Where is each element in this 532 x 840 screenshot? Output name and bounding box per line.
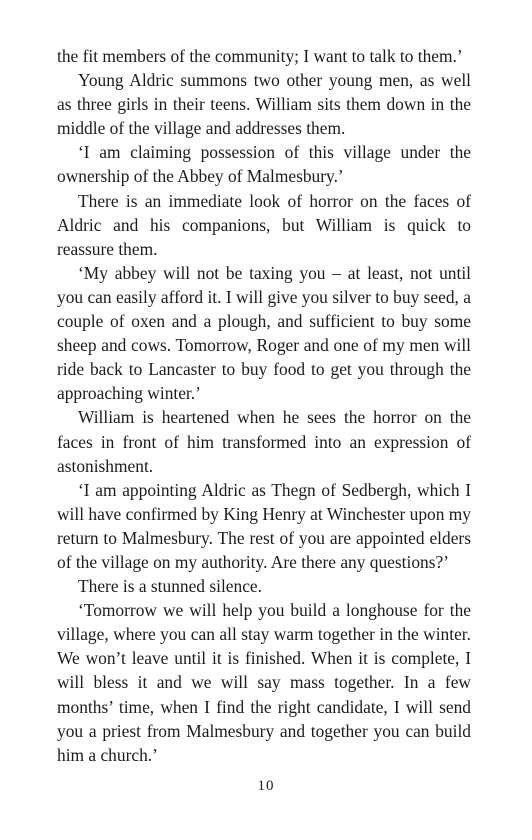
paragraph-continued: the fit members of the community; I want to talk to them.’	[57, 46, 463, 66]
body-text	[57, 44, 471, 767]
paragraph: Young Aldric summons two other young men, as well as three girls in their teens. William sits them down in the middle of the village and addresses them.	[57, 70, 471, 139]
paragraph: William is heartened when he sees the horror on the faces in front of him transformed into an expression of astonishment.	[57, 407, 471, 476]
paragraph: ‘I am appointing Aldric as Thegn of Sedbergh, which I will have confirmed by King Henry at Winchester upon my return to Malmesbury. The rest of you are appointed elders of the village on my authority. Are there any questions?’	[57, 479, 471, 572]
paragraph: ‘Tomorrow we will help you build a longhouse for the village, where you can all stay warm together in the winter. We won’t leave until it is finished. When it is complete, I will bless it and we will say mass together. In a few months’ time, when I find the right candidate, I will send you a priest from Malmesbury and together you can build him a church.’	[57, 600, 471, 765]
paragraph: There is an immediate look of horror on the faces of Aldric and his companions, but William is quick to reassure them.	[57, 190, 471, 259]
paragraph: ‘I am claiming possession of this village under the ownership of the Abbey of Malmesbury.’	[57, 142, 471, 187]
page-number: 10	[257, 778, 275, 794]
paragraph: ‘My abbey will not be taxing you – at least, not until you can easily afford it. I will give you silver to buy seed, a couple of oxen and a plough, and sufficient to buy some sheep and cows. Tomorrow, Roger and one of my men will ride back to Lancaster to buy food to get you through the approaching winter.’	[57, 262, 471, 404]
paragraph: There is a stunned silence.	[78, 576, 262, 597]
